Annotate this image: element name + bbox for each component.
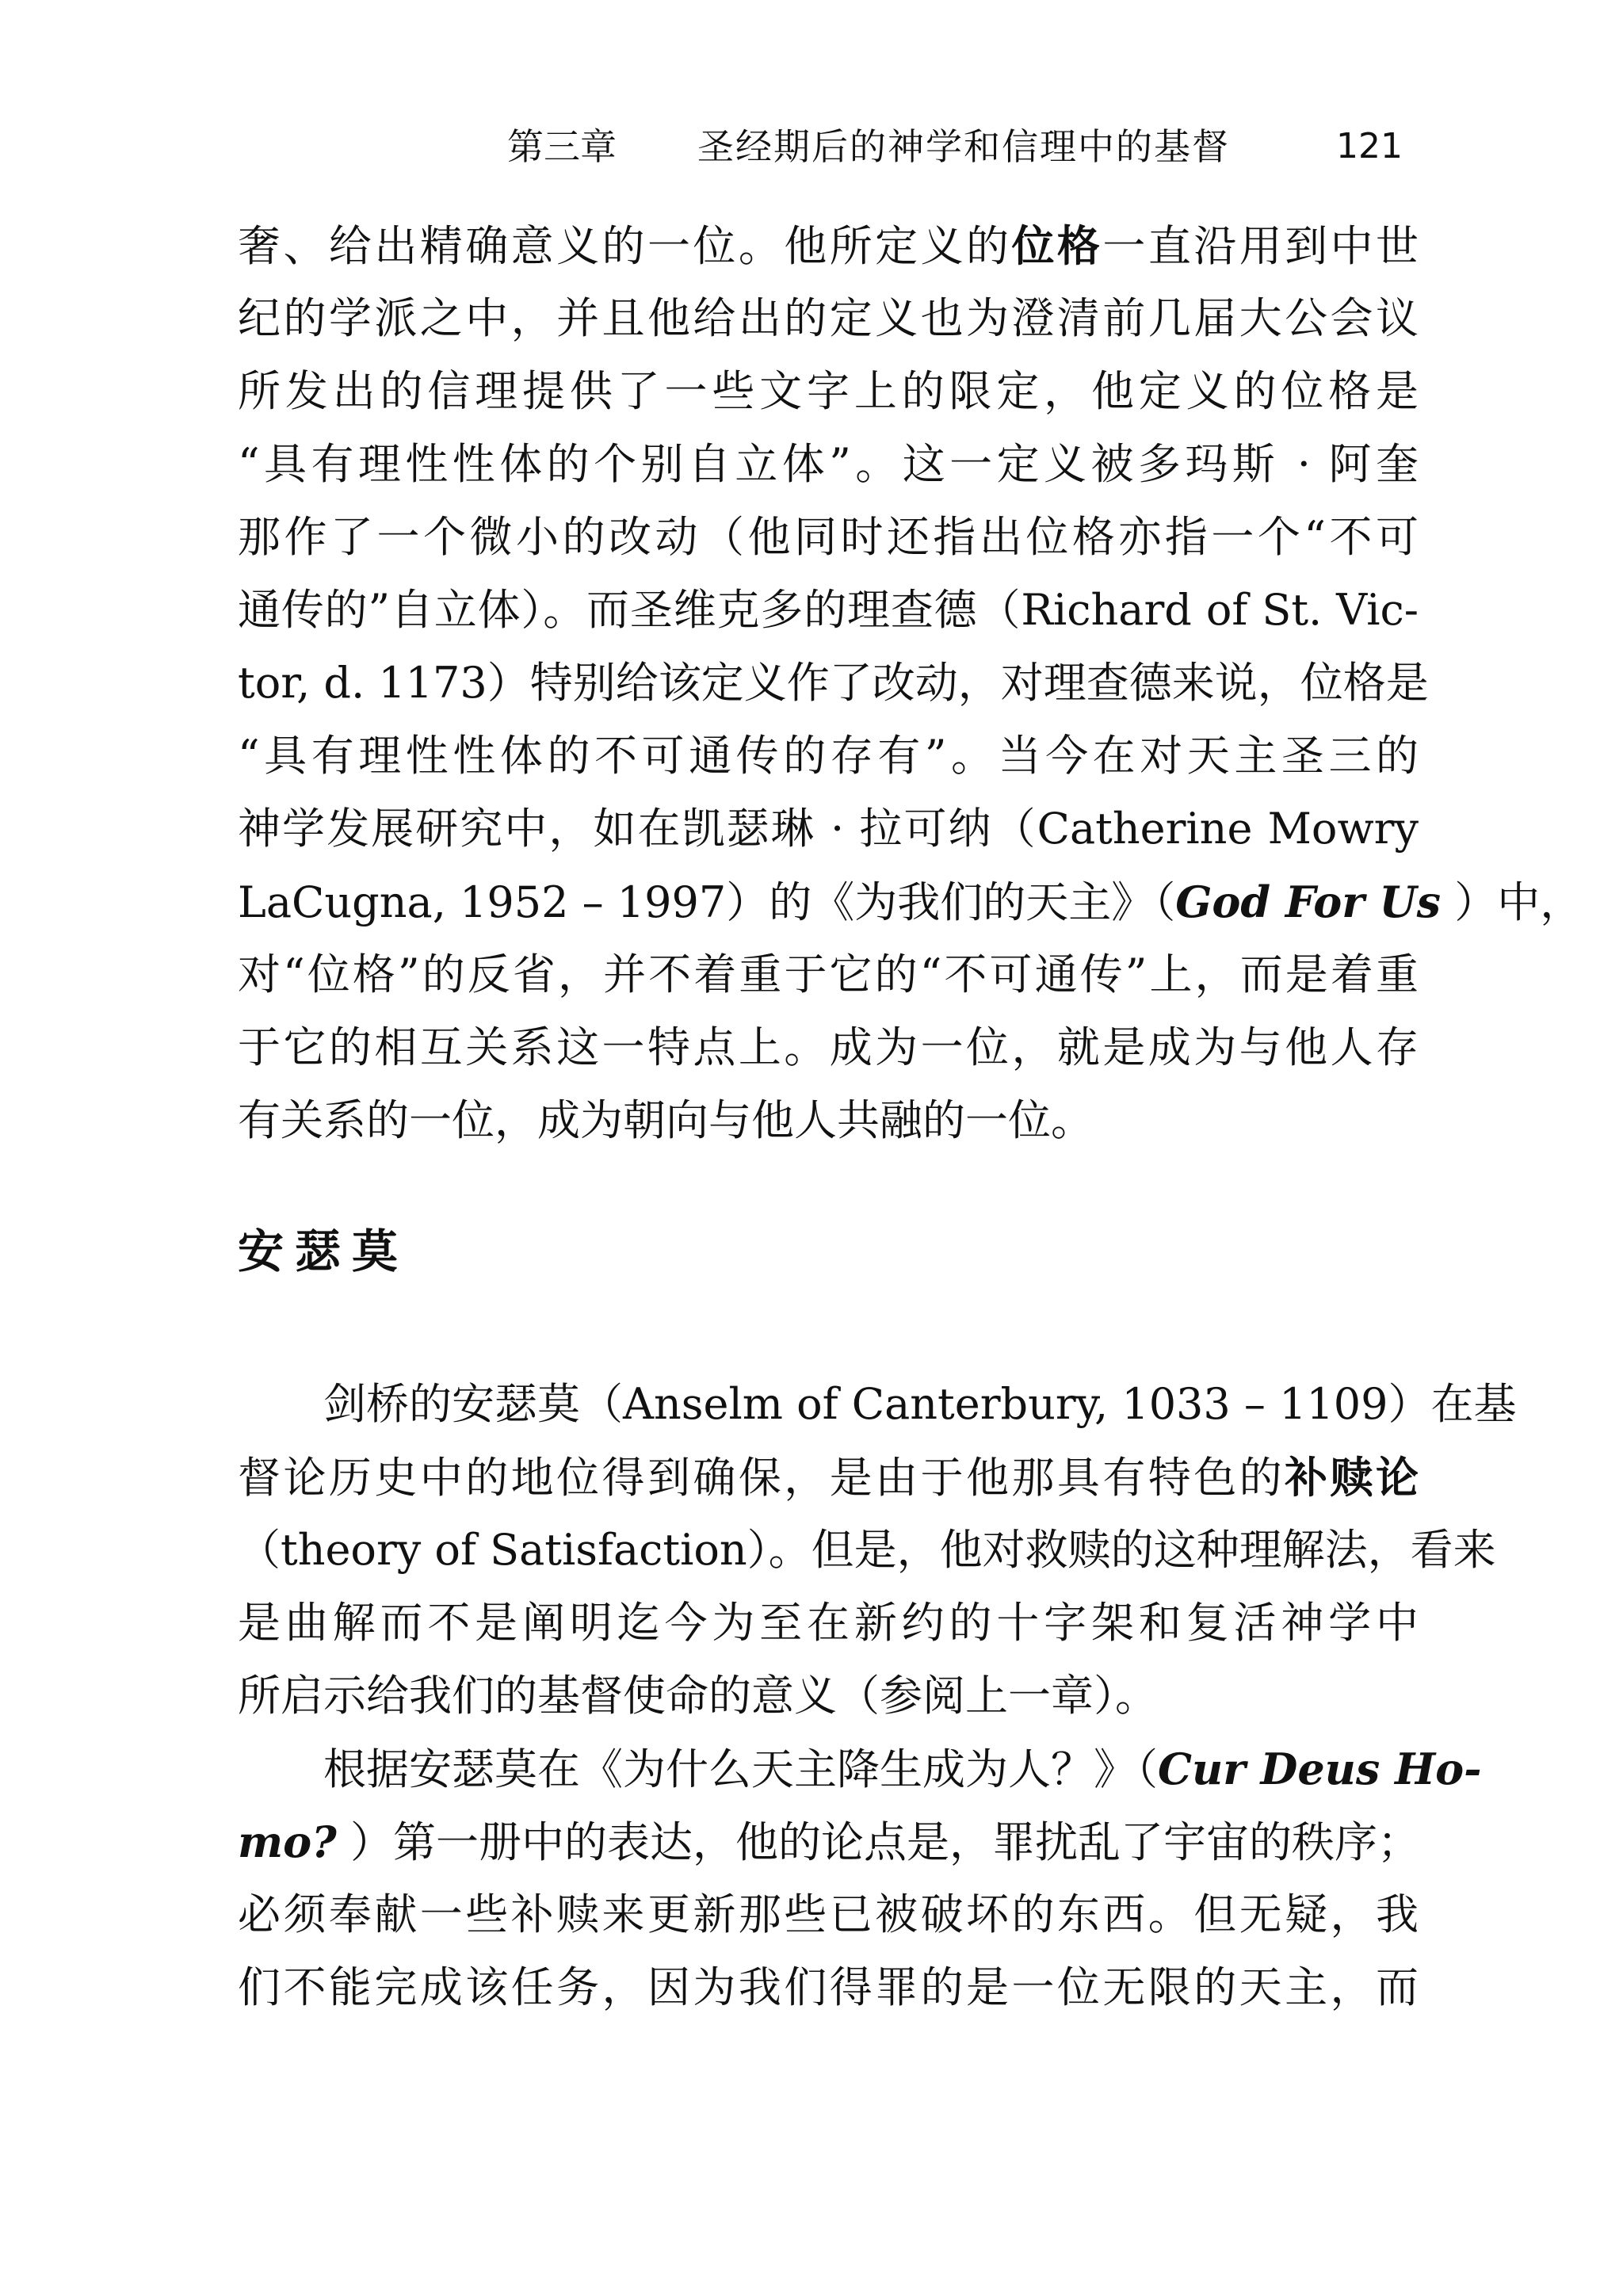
text-line: “具有理性性体的个别自立体”。这一定义被多玛斯 · 阿奎 bbox=[238, 439, 1419, 489]
text-line: 有关系的一位，成为朝向与他人共融的一位。 bbox=[238, 1095, 1094, 1145]
text-line: 是曲解而不是阐明迄今为至在新约的十字架和复活神学中 bbox=[238, 1598, 1419, 1648]
text-line: LaCugna, 1952 – 1997）的《为我们的天主》（God For Us ）中， bbox=[238, 877, 1583, 927]
page-number: 121 bbox=[1336, 126, 1403, 166]
text-line: 于它的相互关系这一特点上。成为一位，就是成为与他人存 bbox=[238, 1022, 1419, 1072]
text-line: 剑桥的安瑟莫（Anselm of Canterbury, 1033 – 1109）在基 bbox=[323, 1379, 1517, 1429]
running-head bbox=[507, 119, 1403, 174]
text-line: 必须奉献一些补赎来更新那些已被破坏的东西。但无疑，我 bbox=[238, 1889, 1419, 1939]
text-line: 根据安瑟莫在《为什么天主降生成为人？》（Cur Deus Ho- bbox=[323, 1744, 1482, 1794]
text-line: 所启示给我们的基督使命的意义（参阅上一章）。 bbox=[238, 1671, 1158, 1721]
text-line: （theory of Satisfaction）。但是，他对救赎的这种理解法，看来 bbox=[238, 1525, 1496, 1575]
text-line: 所发出的信理提供了一些文字上的限定，他定义的位格是 bbox=[238, 366, 1419, 416]
text-line: 纪的学派之中，并且他给出的定义也为澄清前几届大公会议 bbox=[238, 293, 1419, 343]
text-line: 那作了一个微小的改动（他同时还指出位格亦指一个“不可 bbox=[238, 512, 1419, 562]
text-line: 督论历史中的地位得到确保，是由于他那具有特色的补赎论 bbox=[238, 1452, 1419, 1503]
text-line: mo? ）第一册中的表达，他的论点是，罪扰乱了宇宙的秩序； bbox=[238, 1817, 1420, 1867]
text-line: 通传的”自立体）。而圣维克多的理查德（Richard of St. Vic- bbox=[238, 585, 1419, 635]
chapter-label: 第三章 bbox=[507, 125, 617, 168]
text-line: 神学发展研究中，如在凯瑟琳 · 拉可纳（Catherine Mowry bbox=[238, 804, 1419, 854]
chapter-title: 圣经期后的神学和信理中的基督 bbox=[697, 125, 1230, 168]
text-line: 奢、给出精确意义的一位。他所定义的位格一直沿用到中世 bbox=[238, 220, 1419, 271]
text-line: “具有理性性体的不可通传的存有”。当今在对天主圣三的 bbox=[238, 731, 1419, 781]
text-line: tor, d. 1173）特别给该定义作了改动，对理查德来说，位格是 bbox=[238, 658, 1429, 708]
text-line: 对“位格”的反省，并不着重于它的“不可通传”上，而是着重 bbox=[238, 949, 1419, 999]
text-line: 们不能完成该任务，因为我们得罪的是一位无限的天主，而 bbox=[238, 1962, 1419, 2012]
section-heading: 安瑟莫 bbox=[238, 1224, 410, 1278]
